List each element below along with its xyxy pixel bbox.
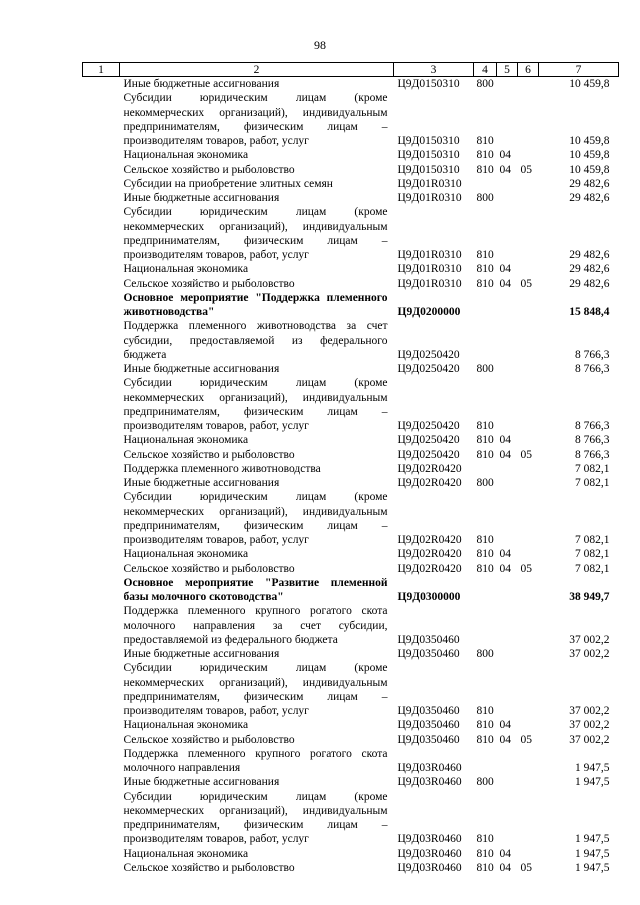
row-subsection [518, 148, 539, 162]
row-name: Иные бюджетные ассигнования [123, 192, 280, 204]
row-name: Субсидии юридическим лицам (кроме некоммерческих организаций), индивидуальным предпринимателям, физическим лицам – производителям товаров, работ, услуг [123, 662, 388, 717]
row-section: 04 [499, 861, 511, 874]
row-amount: 7 082,1 [575, 477, 610, 489]
row-subsection [518, 177, 539, 191]
row-blank-cell [83, 319, 120, 362]
row-section [497, 462, 518, 476]
header-col-5: 5 [497, 63, 518, 77]
row-amount: 1 947,5 [575, 847, 610, 860]
row-subsection: 05 [520, 277, 532, 290]
row-name: Сельское хозяйство и рыболовство [123, 562, 295, 575]
row-code: Ц9Д0300000 [397, 591, 461, 603]
row-subsection [518, 718, 539, 732]
row-code: Ц9Д0350460 [397, 705, 460, 717]
table-row [83, 847, 619, 861]
row-blank-cell [83, 148, 120, 162]
row-code: Ц9Д0150310 [397, 149, 460, 162]
row-code: Ц9Д02R0420 [397, 562, 462, 575]
row-code: Ц9Д03R0460 [397, 833, 462, 846]
row-expense-type: 810 [476, 719, 494, 732]
row-expense-type: 810 [476, 249, 494, 261]
row-subsection [518, 319, 539, 362]
row-section: 04 [499, 163, 511, 176]
row-blank-cell [83, 576, 120, 605]
table-row [83, 476, 619, 490]
header-col-3: 3 [394, 63, 474, 77]
row-blank-cell [83, 448, 120, 462]
row-section [497, 604, 518, 647]
row-amount: 10 459,8 [569, 163, 610, 176]
table-row [83, 291, 619, 320]
row-section [497, 775, 518, 789]
table-row [83, 790, 619, 847]
row-amount: 1 947,5 [575, 833, 610, 846]
row-blank-cell [83, 476, 120, 490]
row-subsection [518, 476, 539, 490]
row-section: 04 [499, 263, 511, 276]
row-subsection: 05 [520, 861, 532, 874]
row-amount: 37 002,2 [569, 719, 610, 732]
row-subsection [518, 462, 539, 476]
row-amount: 10 459,8 [569, 149, 610, 162]
table-row [83, 718, 619, 732]
row-code: Ц9Д0150310 [397, 163, 460, 176]
row-section [497, 291, 518, 320]
row-section [497, 77, 518, 92]
budget-table [82, 62, 619, 875]
table-row [83, 148, 619, 162]
row-expense-type: 810 [476, 135, 494, 147]
row-name: Национальная экономика [123, 149, 249, 162]
row-code: Ц9Д0250420 [397, 448, 460, 461]
row-amount: 37 002,2 [569, 733, 610, 746]
row-section: 04 [499, 277, 511, 290]
row-name: Национальная экономика [123, 263, 249, 276]
row-subsection [518, 547, 539, 561]
row-section [497, 661, 518, 718]
row-code: Ц9Д03R0460 [397, 847, 462, 860]
row-section [497, 647, 518, 661]
row-amount: 1 947,5 [575, 762, 610, 774]
row-expense-type: 810 [476, 705, 494, 717]
row-subsection [518, 91, 539, 148]
table-row [83, 661, 619, 718]
row-amount: 29 482,6 [569, 192, 610, 204]
row-amount: 29 482,6 [569, 277, 610, 290]
row-blank-cell [83, 661, 120, 718]
table-row [83, 362, 619, 376]
row-amount: 15 848,4 [569, 306, 610, 318]
row-expense-type [474, 604, 497, 647]
row-blank-cell [83, 77, 120, 92]
row-blank-cell [83, 433, 120, 447]
row-section [497, 790, 518, 847]
row-expense-type: 810 [476, 733, 494, 746]
row-name: Поддержка племенного животноводства [123, 462, 321, 475]
row-section: 04 [499, 548, 511, 561]
row-subsection [518, 847, 539, 861]
header-col-6: 6 [518, 63, 539, 77]
row-name: Национальная экономика [123, 548, 249, 561]
row-expense-type: 810 [476, 277, 494, 290]
row-name: Субсидии на приобретение элитных семян [123, 177, 333, 190]
row-name: Сельское хозяйство и рыболовство [123, 163, 295, 176]
row-blank-cell [83, 747, 120, 776]
row-amount: 29 482,6 [569, 249, 610, 261]
row-subsection: 05 [520, 733, 532, 746]
row-expense-type: 810 [476, 448, 494, 461]
table-row [83, 462, 619, 476]
row-amount: 10 459,8 [569, 78, 610, 90]
page-number: 98 [314, 38, 326, 52]
row-expense-type: 800 [476, 78, 494, 90]
row-expense-type [474, 319, 497, 362]
row-amount: 10 459,8 [569, 135, 610, 147]
row-code: Ц9Д0350460 [397, 719, 460, 732]
row-code: Ц9Д03R0460 [397, 861, 462, 874]
table-row [83, 576, 619, 605]
row-blank-cell [83, 291, 120, 320]
row-code: Ц9Д03R0460 [397, 776, 462, 789]
row-blank-cell [83, 163, 120, 177]
row-name: Национальная экономика [123, 719, 249, 732]
table-row [83, 205, 619, 262]
row-code: Ц9Д01R0310 [397, 192, 462, 204]
row-code: Ц9Д02R0420 [397, 548, 462, 561]
row-code: Ц9Д0350460 [397, 633, 460, 646]
row-blank-cell [83, 462, 120, 476]
table-row [83, 490, 619, 547]
row-section [497, 177, 518, 191]
row-subsection [518, 433, 539, 447]
row-expense-type [474, 291, 497, 320]
row-name: Субсидии юридическим лицам (кроме некоммерческих организаций), индивидуальным предпринимателям, физическим лицам – производителям товаров, работ, услуг [123, 92, 388, 147]
row-blank-cell [83, 861, 120, 875]
row-subsection: 05 [520, 448, 532, 461]
row-subsection [518, 747, 539, 776]
table-row [83, 448, 619, 462]
row-expense-type [474, 462, 497, 476]
table-row [83, 91, 619, 148]
row-expense-type [474, 177, 497, 191]
row-code: Ц9Д0350460 [397, 648, 460, 660]
row-blank-cell [83, 790, 120, 847]
row-subsection [518, 775, 539, 789]
row-subsection [518, 205, 539, 262]
row-blank-cell [83, 647, 120, 661]
row-name: Сельское хозяйство и рыболовство [123, 733, 295, 746]
row-code: Ц9Д0150310 [397, 78, 460, 90]
header-row [83, 63, 619, 77]
row-blank-cell [83, 733, 120, 747]
row-blank-cell [83, 362, 120, 376]
row-code: Ц9Д01R0310 [397, 277, 462, 290]
header-col-4: 4 [474, 63, 497, 77]
row-name: Основное мероприятие "Развитие племенной базы молочного скотоводства" [123, 576, 388, 603]
row-section: 04 [499, 847, 511, 860]
row-subsection [518, 790, 539, 847]
row-blank-cell [83, 847, 120, 861]
table-row [83, 562, 619, 576]
row-name: Основное мероприятие "Поддержка племенного животноводства" [123, 291, 388, 318]
row-subsection [518, 661, 539, 718]
row-expense-type: 810 [476, 420, 494, 432]
row-name: Иные бюджетные ассигнования [123, 78, 280, 90]
row-name: Сельское хозяйство и рыболовство [123, 861, 295, 874]
row-code: Ц9Д02R0420 [397, 462, 462, 475]
row-subsection: 05 [520, 562, 532, 575]
table-body [83, 77, 619, 876]
row-expense-type: 810 [476, 562, 494, 575]
row-subsection [518, 262, 539, 276]
row-name: Иные бюджетные ассигнования [123, 477, 280, 489]
row-name: Субсидии юридическим лицам (кроме некоммерческих организаций), индивидуальным предпринимателям, физическим лицам – производителям товаров, работ, услуг [123, 206, 388, 261]
table-row [83, 277, 619, 291]
row-amount: 29 482,6 [569, 177, 610, 190]
row-section: 04 [499, 434, 511, 447]
table-row [83, 163, 619, 177]
row-name: Национальная экономика [123, 434, 249, 447]
row-section [497, 376, 518, 433]
row-expense-type: 810 [476, 861, 494, 874]
row-code: Ц9Д0250420 [397, 420, 460, 432]
row-name: Иные бюджетные ассигнования [123, 776, 280, 789]
row-amount: 37 002,2 [569, 648, 610, 660]
row-expense-type [474, 747, 497, 776]
table-row [83, 177, 619, 191]
row-blank-cell [83, 718, 120, 732]
row-blank-cell [83, 262, 120, 276]
table-row [83, 547, 619, 561]
row-subsection [518, 362, 539, 376]
row-amount: 7 082,1 [575, 462, 610, 475]
row-expense-type: 810 [476, 833, 494, 846]
row-expense-type: 810 [476, 434, 494, 447]
row-code: Ц9Д0250420 [397, 434, 460, 447]
row-subsection: 05 [520, 163, 532, 176]
table-row [83, 191, 619, 205]
table-row [83, 604, 619, 647]
row-code: Ц9Д0250420 [397, 348, 460, 361]
row-blank-cell [83, 376, 120, 433]
row-subsection [518, 191, 539, 205]
row-amount: 8 766,3 [575, 434, 610, 447]
row-name: Иные бюджетные ассигнования [123, 648, 280, 660]
row-amount: 38 949,7 [569, 591, 610, 603]
row-amount: 7 082,1 [575, 548, 610, 561]
row-expense-type: 800 [476, 192, 494, 204]
row-expense-type: 810 [476, 163, 494, 176]
row-code: Ц9Д0150310 [397, 135, 460, 147]
table-row [83, 747, 619, 776]
table-row [83, 861, 619, 875]
row-expense-type: 800 [476, 776, 494, 789]
row-name: Поддержка племенного крупного рогатого скота молочного направления за счет субсидии, предоставляемой из федерального бюджета [123, 605, 388, 646]
row-section: 04 [499, 149, 511, 162]
row-section: 04 [499, 733, 511, 746]
table-row [83, 319, 619, 362]
row-section: 04 [499, 448, 511, 461]
row-expense-type [474, 576, 497, 605]
row-blank-cell [83, 177, 120, 191]
row-blank-cell [83, 191, 120, 205]
row-name: Поддержка племенного животноводства за счет субсидии, предоставляемой из федерального бюджета [123, 320, 388, 361]
row-code: Ц9Д0250420 [397, 363, 460, 375]
table-row [83, 775, 619, 789]
row-amount: 8 766,3 [575, 348, 610, 361]
header-col-2: 2 [120, 63, 394, 77]
table-row [83, 647, 619, 661]
row-expense-type: 800 [476, 363, 494, 375]
header-col-7: 7 [539, 63, 619, 77]
row-code: Ц9Д01R0310 [397, 263, 462, 276]
row-section [497, 490, 518, 547]
row-section: 04 [499, 719, 511, 732]
row-section: 04 [499, 562, 511, 575]
row-expense-type: 800 [476, 648, 494, 660]
row-subsection [518, 490, 539, 547]
row-name: Сельское хозяйство и рыболовство [123, 277, 295, 290]
row-amount: 8 766,3 [575, 420, 610, 432]
row-expense-type: 810 [476, 548, 494, 561]
row-expense-type: 810 [476, 847, 494, 860]
row-amount: 1 947,5 [575, 861, 610, 874]
row-expense-type: 810 [476, 534, 494, 546]
row-code: Ц9Д01R0310 [397, 249, 462, 261]
row-code: Ц9Д02R0420 [397, 477, 462, 489]
row-section [497, 319, 518, 362]
row-name: Субсидии юридическим лицам (кроме некоммерческих организаций), индивидуальным предпринимателям, физическим лицам – производителям товаров, работ, услуг [123, 377, 388, 432]
row-section [497, 747, 518, 776]
row-amount: 37 002,2 [569, 705, 610, 717]
row-section [497, 576, 518, 605]
row-amount: 37 002,2 [569, 633, 610, 646]
row-expense-type: 800 [476, 477, 494, 489]
row-name: Иные бюджетные ассигнования [123, 363, 280, 375]
row-blank-cell [83, 604, 120, 647]
row-code: Ц9Д0200000 [397, 306, 461, 318]
row-subsection [518, 291, 539, 320]
table-row [83, 733, 619, 747]
row-amount: 1 947,5 [575, 776, 610, 789]
row-blank-cell [83, 277, 120, 291]
row-blank-cell [83, 205, 120, 262]
row-name: Национальная экономика [123, 847, 249, 860]
row-amount: 8 766,3 [575, 363, 610, 375]
table-row [83, 262, 619, 276]
row-blank-cell [83, 547, 120, 561]
row-code: Ц9Д02R0420 [397, 534, 462, 546]
row-code: Ц9Д0350460 [397, 733, 460, 746]
row-amount: 7 082,1 [575, 534, 610, 546]
table-row [83, 77, 619, 92]
row-blank-cell [83, 91, 120, 148]
row-amount: 8 766,3 [575, 448, 610, 461]
row-amount: 7 082,1 [575, 562, 610, 575]
table-row [83, 433, 619, 447]
row-blank-cell [83, 562, 120, 576]
row-subsection [518, 376, 539, 433]
row-blank-cell [83, 490, 120, 547]
row-section [497, 91, 518, 148]
row-code: Ц9Д03R0460 [397, 762, 462, 774]
row-code: Ц9Д01R0310 [397, 177, 462, 190]
header-col-1: 1 [83, 63, 120, 77]
row-subsection [518, 647, 539, 661]
row-blank-cell [83, 775, 120, 789]
row-name: Поддержка племенного крупного рогатого скота молочного направления [123, 747, 388, 774]
row-section [497, 362, 518, 376]
table-row [83, 376, 619, 433]
row-name: Субсидии юридическим лицам (кроме некоммерческих организаций), индивидуальным предпринимателям, физическим лицам – производителям товаров, работ, услуг [123, 491, 388, 546]
row-section [497, 191, 518, 205]
row-amount: 29 482,6 [569, 263, 610, 276]
row-name: Субсидии юридическим лицам (кроме некоммерческих организаций), индивидуальным предпринимателям, физическим лицам – производителям товаров, работ, услуг [123, 790, 388, 846]
row-subsection [518, 77, 539, 92]
row-expense-type: 810 [476, 263, 494, 276]
row-expense-type: 810 [476, 149, 494, 162]
row-name: Сельское хозяйство и рыболовство [123, 448, 295, 461]
row-section [497, 205, 518, 262]
row-section [497, 476, 518, 490]
row-subsection [518, 604, 539, 647]
row-subsection [518, 576, 539, 605]
